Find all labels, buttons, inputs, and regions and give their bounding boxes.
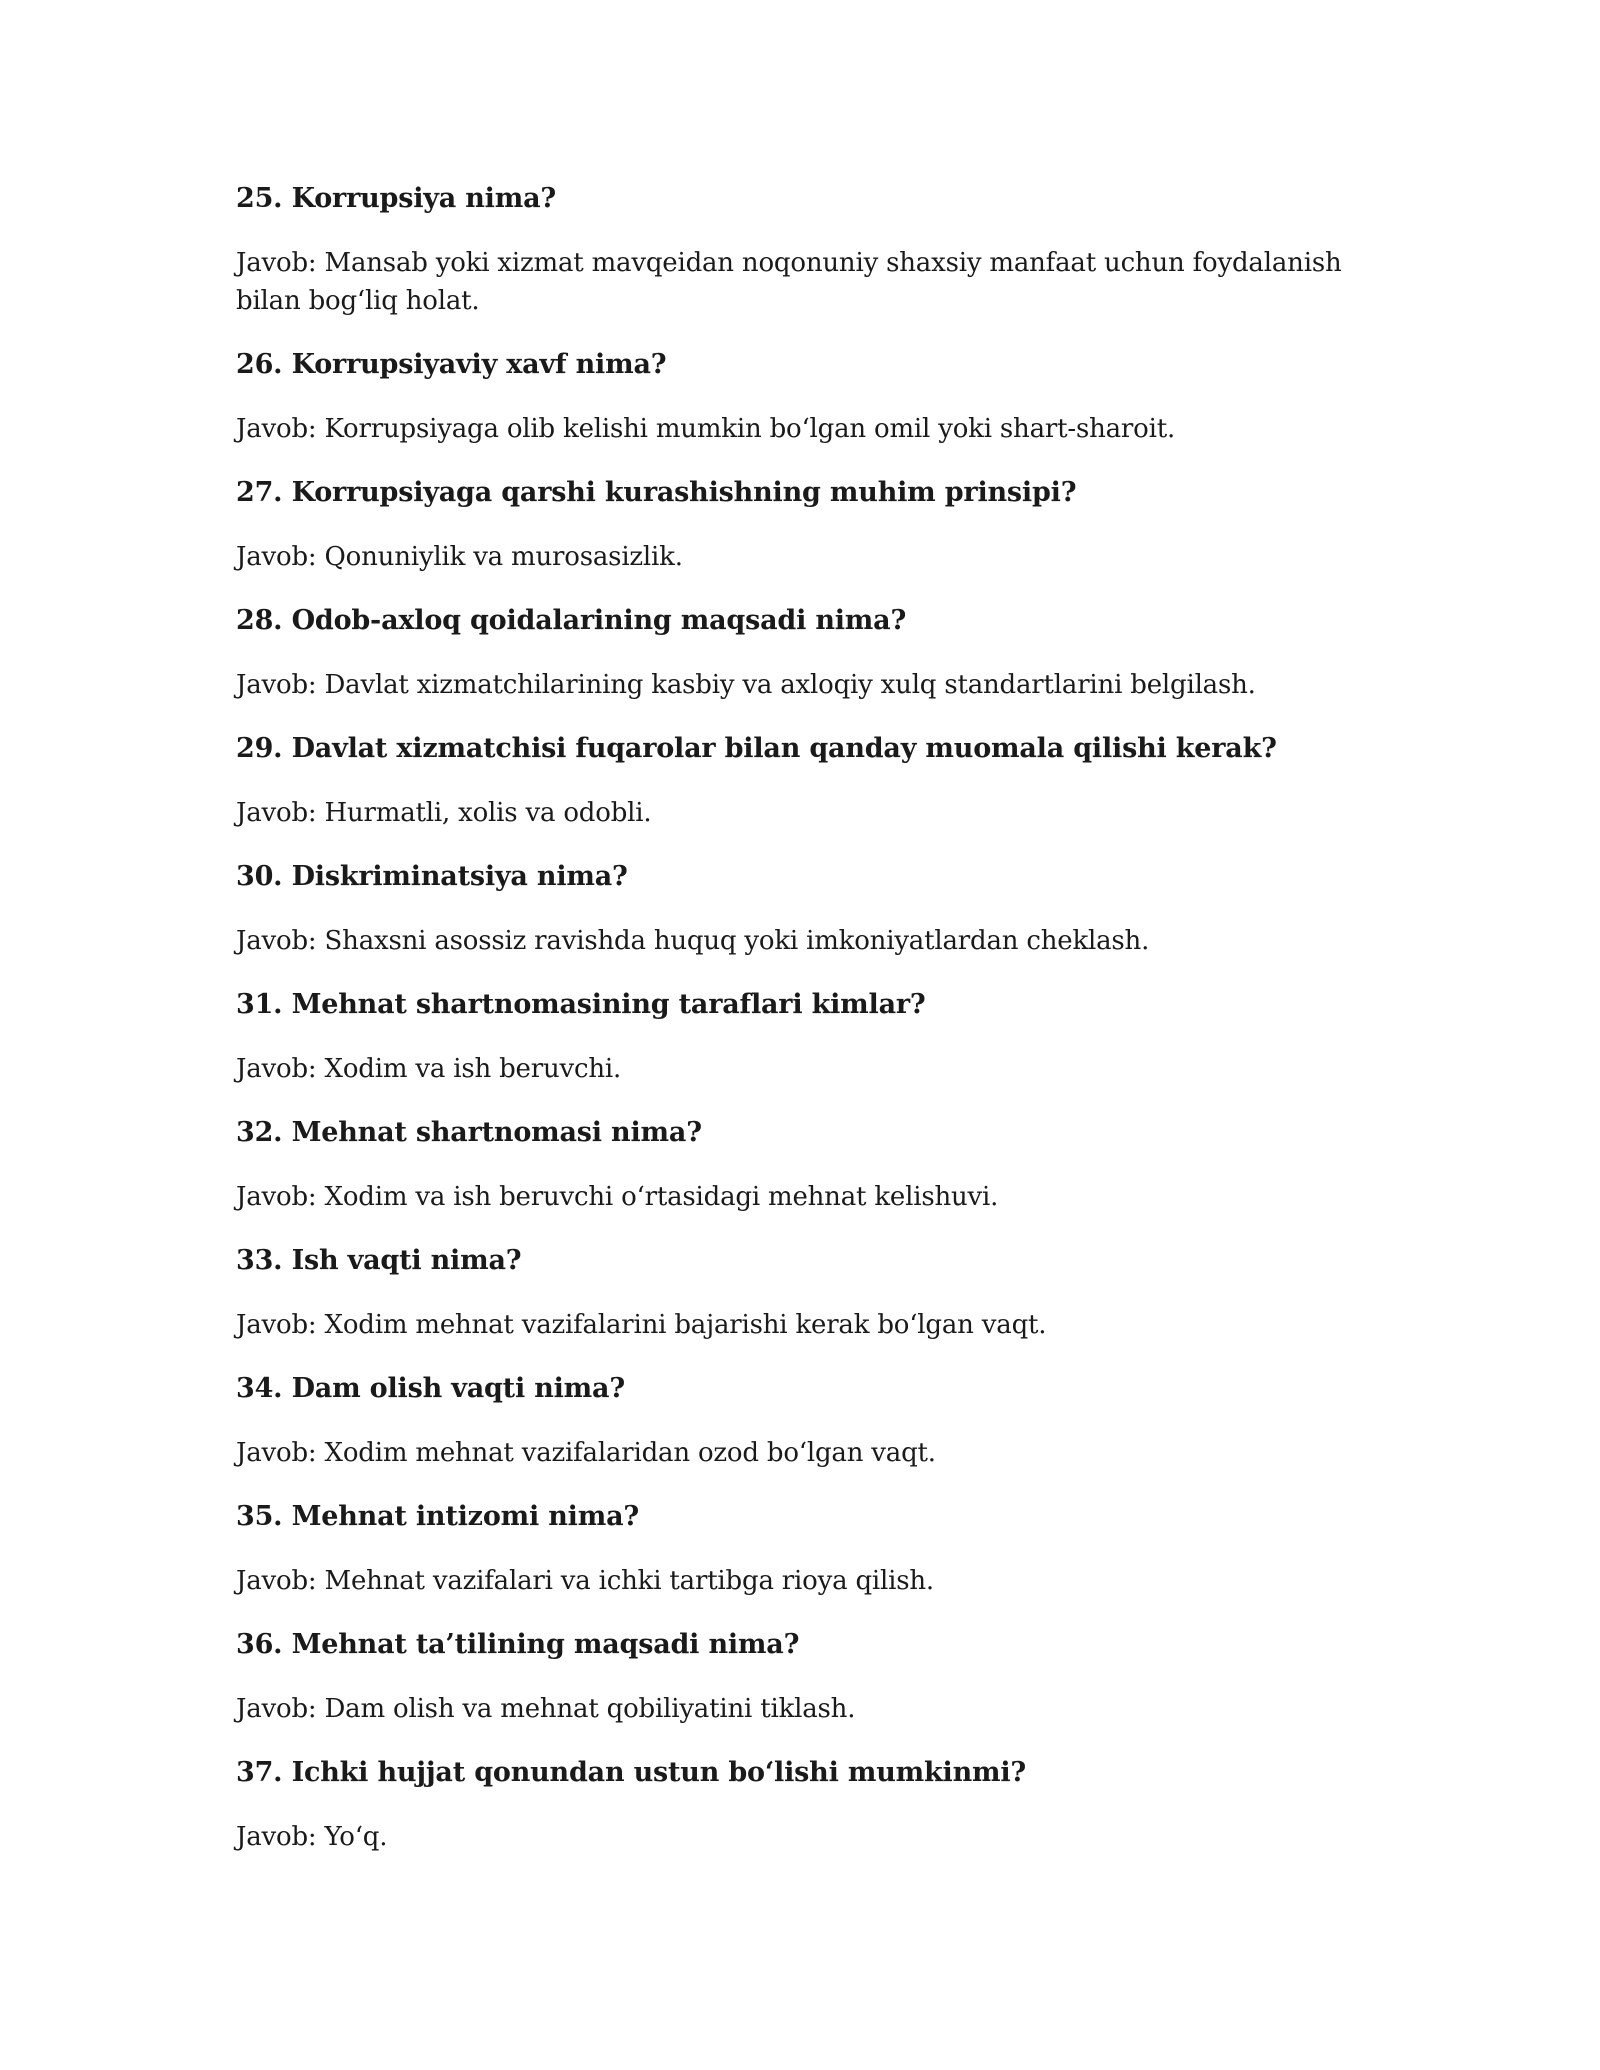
question: 33. Ish vaqti nima?: [236, 1245, 522, 1276]
qa-item: [236, 858, 1366, 960]
answer: Javob: Xodim va ish beruvchi.: [236, 1054, 622, 1084]
qa-item: [236, 346, 1366, 448]
qa-item: [236, 1626, 1366, 1728]
qa-item: [236, 986, 1366, 1088]
answer: Javob: Korrupsiyaga olib kelishi mumkin bo‘lgan omil yoki shart-sharoit.: [236, 414, 1176, 444]
question: 26. Korrupsiyaviy xavf nima?: [236, 349, 667, 380]
question: 25. Korrupsiya nima?: [236, 183, 557, 214]
qa-item: [236, 1498, 1366, 1600]
qa-item: [236, 1114, 1366, 1216]
question: 29. Davlat xizmatchisi fuqarolar bilan qanday muomala qilishi kerak?: [236, 733, 1277, 764]
question: 35. Mehnat intizomi nima?: [236, 1501, 640, 1532]
question: 28. Odob-axloq qoidalarining maqsadi nima?: [236, 605, 907, 636]
qa-item: [236, 1370, 1366, 1472]
question: 37. Ichki hujjat qonundan ustun bo‘lishi mumkinmi?: [236, 1757, 1027, 1788]
answer: Javob: Mehnat vazifalari va ichki tartibga rioya qilish.: [236, 1566, 934, 1596]
answer: Javob: Hurmatli, xolis va odobli.: [236, 798, 652, 828]
answer: Javob: Qonuniylik va murosasizlik.: [236, 542, 683, 572]
answer: Javob: Yo‘q.: [236, 1822, 388, 1852]
qa-item: [236, 474, 1366, 576]
qa-item: [236, 602, 1366, 704]
question: 32. Mehnat shartnomasi nima?: [236, 1117, 702, 1148]
qa-item: [236, 1242, 1366, 1344]
answer: Javob: Davlat xizmatchilarining kasbiy va axloqiy xulq standartlarini belgilash.: [236, 670, 1256, 700]
answer: Javob: Xodim va ish beruvchi o‘rtasidagi mehnat kelishuvi.: [236, 1182, 999, 1212]
answer: Javob: Dam olish va mehnat qobiliyatini tiklash.: [236, 1694, 856, 1724]
answer: Javob: Shaxsni asossiz ravishda huquq yoki imkoniyatlardan cheklash.: [236, 926, 1150, 956]
question: 34. Dam olish vaqti nima?: [236, 1373, 625, 1404]
question: 31. Mehnat shartnomasining taraflari kimlar?: [236, 989, 926, 1020]
question: 27. Korrupsiyaga qarshi kurashishning muhim prinsipi?: [236, 477, 1077, 508]
question: 36. Mehnat ta’tilining maqsadi nima?: [236, 1629, 800, 1660]
qa-list: [236, 180, 1366, 1882]
answer: Javob: Xodim mehnat vazifalarini bajarishi kerak bo‘lgan vaqt.: [236, 1310, 1047, 1340]
answer: Javob: Mansab yoki xizmat mavqeidan noqonuniy shaxsiy manfaat uchun foydalanish bilan bog‘liq holat.: [236, 248, 1342, 316]
answer: Javob: Xodim mehnat vazifalaridan ozod bo‘lgan vaqt.: [236, 1438, 936, 1468]
qa-item: [236, 730, 1366, 832]
question: 30. Diskriminatsiya nima?: [236, 861, 628, 892]
qa-item: [236, 180, 1366, 320]
qa-item: [236, 1754, 1366, 1856]
